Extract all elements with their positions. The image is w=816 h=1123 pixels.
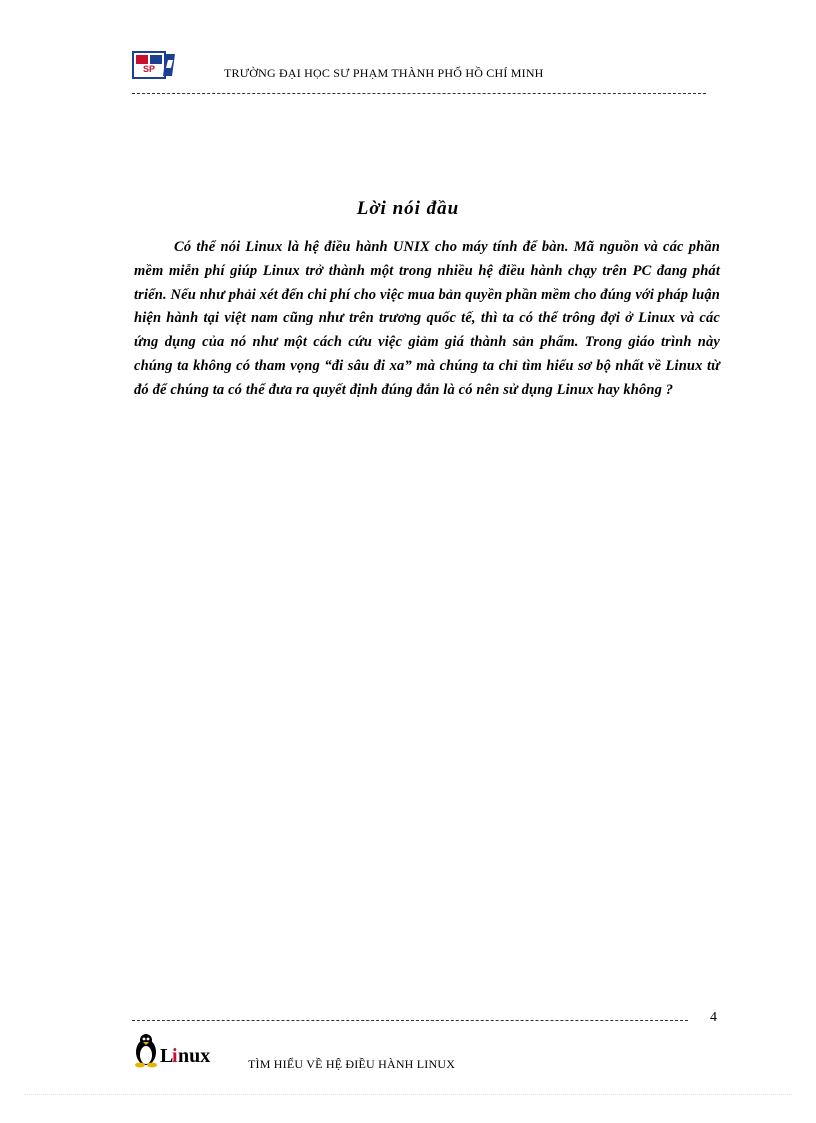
svg-text:L: L: [160, 1045, 174, 1067]
document-title: Lời nói đầu: [356, 198, 460, 219]
page-number: 4: [710, 1010, 717, 1025]
header-divider: [132, 93, 706, 94]
footer-divider: [132, 1020, 688, 1021]
svg-text:i: i: [172, 1045, 178, 1067]
linux-logo: [132, 1032, 228, 1068]
preface-paragraph: Có thể nói Linux là hệ điều hành UNIX cho máy tính để bàn. Mã nguồn và các phần mềm miễn phí giúp Linux trở thành một trong nhiều hệ điều hành chạy trên PC đang phát triển. Nếu như phải xét đến chi phí cho việc mua bản quyền phần mềm cho đúng với pháp luận hiện hành tại việt nam cũng như trên trương quốc tế, thì ta có thể trông đợi ở Linux và các ứng dụng của nó như một cách cứu việc giảm giá thành sản phẩm. Trong giáo trình này chúng ta không có tham vọng “đi sâu đi xa” mà chúng ta chỉ tìm hiểu sơ bộ nhất về Linux từ đó để chúng ta có thể đưa ra quyết định đúng đắn là có nên sử dụng Linux hay không ?: [134, 239, 720, 398]
svg-text:SP: SP: [142, 64, 156, 74]
university-logo: [132, 50, 176, 80]
svg-text:nux: nux: [178, 1045, 211, 1067]
footer-title: TÌM HIỂU VỀ HỆ ĐIỀU HÀNH LINUX: [248, 1057, 456, 1071]
school-name: TRƯỜNG ĐẠI HỌC SƯ PHẠM THÀNH PHỐ HỒ CHÍ MINH: [224, 66, 544, 80]
page-edge-divider: [24, 1094, 792, 1095]
